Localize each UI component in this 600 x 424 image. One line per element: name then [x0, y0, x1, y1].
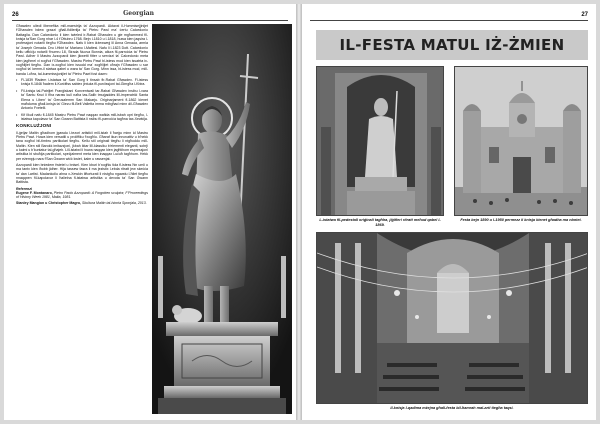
photo-statue-niche — [316, 66, 444, 216]
left-page — [4, 4, 296, 420]
statue-illustration — [152, 24, 292, 414]
section-heading: KONKLUŻJONI — [16, 123, 52, 129]
church-interior-image — [317, 233, 588, 404]
statue-niche-image — [317, 67, 444, 216]
magazine-logo: Georgian — [123, 10, 154, 17]
page-number: 26 — [12, 12, 19, 18]
photo-caption: Festa bejn 1890 u l-1950 permezz li knisja kienet għadha ma nbniet. — [460, 218, 582, 222]
conclusion-paragraph: Azzopardi kien bniedem fwietel u bnisel. Kien kburi b'xogħlu tida fl-istess ħin umli u ma tantx kien iħobb jidher. Hija tassew fasra li ma jezistix l-ebda ritratt jew skeċċa ta' dan l-artist. Madankollu ahna x-Xewkin ilftorturati li nistgħu ngawdu l-ħilet tiegħu nnaqqxen fil-kapolavur li ħalielna fl-istatwa artistika u devota ta' San Ġwann Battista. — [16, 162, 148, 185]
article-text-column — [16, 24, 148, 206]
intro-paragraph: Għawdex uliedi ilbenefika mill-maestrija ta' Azzopardi. Aktaxxi il-Hummisejjinijet f'Għawdex bdew grazzi għall-fidileriija ta' Pietru Pawl ma' ċertu Calcedonio Battaglia. Dan Calcedonio li kien twieled ir-Rabat Għawdex u gie mgħammed fil-knisja ta'San Gorg nhar l-4 t'Ottubru 1768. Bejn l-1810 u l-1818, huwa kien jaqsira l-professjoni notarili tiegħu f'Għawdex. Nafu li kien iżżewweġ lil Anna Genada, armla ta' Joseph Genada. Dru l-Hbiri ta' Mariano l-Maltesi. Nafu li l-1823 Dott. Calcedonio kellu uffiċċju notarili f'numru 18, Strada Nuova Bonnia, allura fil-parroċċa ta' Pietru Pawl. Adher li Mastru Azzopardi kien jikwetti fitter u servizzi ta' Calcedonio meta kien jagħmel xi xogħol f'Għawdex. Mastru Pietru Pawl bl-istess mod kien issatrta ix-xogħlijiet tiegħu. Dan ix-xogħol kien issodd ma' xogħlijiet oħrajn f'Għawdex u sar xogħol ta' kemm-il statwa qabel u wara ta' San Gorg. Minn issa, bl-istess mod, mill-banda l-oħra, tal-kummissjonijiet ta' Pietru Pawl fost dawn: — [16, 24, 148, 76]
photo-caption: Il-knisja l-qadima mżejna għall-festa bil-ħamrah mal-arti tiegħa taqsi. — [390, 406, 514, 410]
references-heading: Referenzi — [16, 186, 32, 191]
statue-photo — [152, 24, 292, 414]
reference-item — [16, 191, 148, 200]
reference-text: Pietro Paolo Azzopardi: A Forgotten sculptor, F'Proceedings of History Week 1981, Malta, 1981. — [16, 191, 148, 200]
church-facade-image — [455, 67, 588, 216]
reference-item — [16, 201, 148, 205]
reference-text: Skultura Maltin tal-Istoria Sponjala, 2013. — [82, 200, 147, 205]
bullet-item: • Fil-knisja tal-Patrijiet Franġiskani Konventwali tar-Rabat Għawdex insibu l-vara ta' Santu Kruċ li fiha naraw kull naħa tas-Salib tmuġaddes lill-imperatriċi Santa Elena u l-iben' ta' Ġerusalemm San Makarju. Originarjament fl-1862 kienet maħduma għall-knisja ta' Giezu fil-Belt Valletta imma mibgħad minn dil-Għawdex Antonio Fvetelli. — [16, 89, 148, 111]
right-page — [302, 4, 596, 420]
reference-author: Eugene F. Montanaro, — [16, 191, 53, 196]
photo-church-facade — [454, 66, 588, 216]
bullet-item: • Kif ilkull nafu fl-1845 Mastru Pietru Pawl naqqax wafida mill-isbah opri tiegħu, l-istatwa kapolavur ta' San Ġwann Battista li nsibu fil-parroċċa tagħna tax-Xewkija. — [16, 113, 148, 122]
header-rule — [12, 20, 288, 21]
conclusion-paragraph: Il-ġeljar Maltin għadhom jgawdu l-tezori artistiċi mill-istah li ħarġu minn id Mastru Pietru Pawl. Huwa kien versatili u proliffiku f'xogħlu. Għaraf ikun innovattiv u b'hekk tana xogħol bil-timbru partikolari tiegħu. Kellu stil originali tiegħu li ntgħoddu mill-Maltin. Kien stil Barokk imitazzjoni, jkbah iktar lill-klassiku b'elementi eleganti, sobrji u kalmi u b'kuntatur tal-għajeb. Lill-istatwi li huwa naqqax kien jagħtihom espressjoni artistika bi sbuħija partikolari, speċjalment meta kien inaqqax l-uċuħ tagħhom. Hekk per eżempju nara f'San Ġwann wiċċ kwiet, kalm u rassenjat. — [16, 130, 148, 161]
header-rule — [310, 20, 588, 21]
bullet-list — [16, 78, 148, 121]
photo-caption: L-istatwa fil-pedestall oriġinali tagħha, jiġifieri ritratt meħud qabel l-1869. — [319, 218, 441, 227]
title-band — [316, 30, 588, 60]
bullet-item: • Fl-1839 Ħadem l-istatwa ta' San Gorg li tinsab fir-Rabat Għawdex. Fl-istess knisja fl-1846 ħadem il-Kurċifiss sabiex jintuża fil-purċissjoni tal-Ġimgħa l-Kbira. — [16, 78, 148, 87]
reference-author: Stanley Mangion u Christopher Magro, — [16, 200, 82, 205]
page-title: IL-FESTA MATUL IŻ-ŻMIEN — [339, 36, 565, 54]
photo-church-interior — [316, 232, 588, 404]
page-number: 27 — [581, 12, 588, 18]
